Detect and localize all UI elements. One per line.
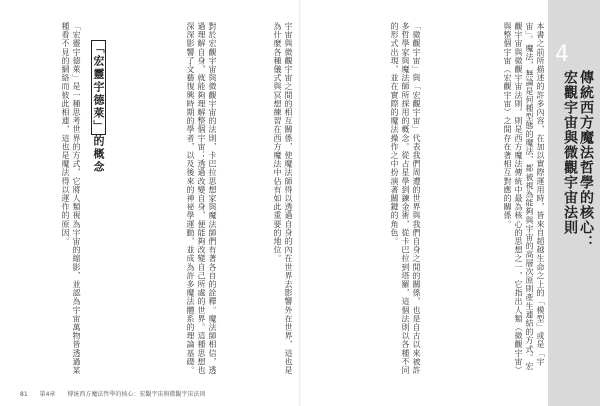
text-column: [108, 22, 218, 377]
text-column: [20, 22, 82, 377]
footer-chapter-label: 第4章: [39, 391, 56, 398]
page-footer: [20, 389, 215, 398]
chapter-number: 4: [555, 42, 569, 67]
section-heading-rest: 的概念: [92, 135, 105, 174]
section-heading: [90, 40, 106, 174]
paragraph: 「宏靈宇德萊」是一種思考世界的方式，它將人類視為宇宙的縮影，並認為宇宙萬物皆透過某種看不見的網絡而彼此相連，這也是魔法得以運作的原因。: [61, 22, 81, 375]
section-heading-boxed: 「宏靈宇德萊」: [92, 42, 105, 133]
text-column: [428, 22, 546, 377]
paragraph: 「微觀宇宙」與「宏觀宇宙」代表我們周遭的世界與我們自身之間的關係，也是自古以來被許多哲學家與魔法師所採用的概念。從占星學到鍊金術，從卡巴拉到塔羅，這個法則以各種不同的形式出現，並在實際的魔法操作之中扮演著關鍵的角色。: [390, 22, 421, 375]
chapter-title: [562, 70, 594, 250]
page-gutter: [299, 0, 301, 406]
text-column: [312, 22, 422, 377]
footer-chapter-text: 傳統西方魔法哲學的核心：宏觀宇宙與微觀宇宙法則: [67, 391, 206, 398]
chapter-title-line: 宏觀宇宙與微觀宇宙法則: [562, 70, 578, 235]
chapter-title-line: 傳統西方魔法哲學的核心：: [578, 70, 594, 250]
paragraph: 本書之前所描述的許多內容，在加以實際運用時，皆來自超越生命之上的「模型」或是「宇宙」。魔法，無論是何種型態的魔法，都被視為能夠與宇宙的高層次原則產生連結的方式。宏觀宇宙與微觀宇宙法則，則是西方魔法傳統中最為核心的思想之一，它指出人類（微觀宇宙）與整個宇宙（宏觀宇宙）之間存在著相互對應的關係。: [503, 22, 545, 375]
text-column: [222, 22, 294, 377]
paragraph: 對於宏觀宇宙與微觀宇宙的法則，卡巴拉思想家與魔法師們有著各自的詮釋。魔法師相信，透過理解自身，就能夠理解整個宇宙；透過改變自身，便能夠改變自己所處的世界。這種思想也深深影響了文藝復興時期的學者，以及後來的神祕學運動，並成為許多魔法體系的理論基礎。: [186, 22, 217, 375]
page-number: 81: [20, 391, 28, 398]
paragraph: 宇宙與微觀宇宙之間的相互關係，使魔法師得以透過自身的內在世界去影響外在世界，這也是為什麼各種儀式與冥想練習在西方魔法中佔有如此重要的地位。: [273, 22, 293, 375]
